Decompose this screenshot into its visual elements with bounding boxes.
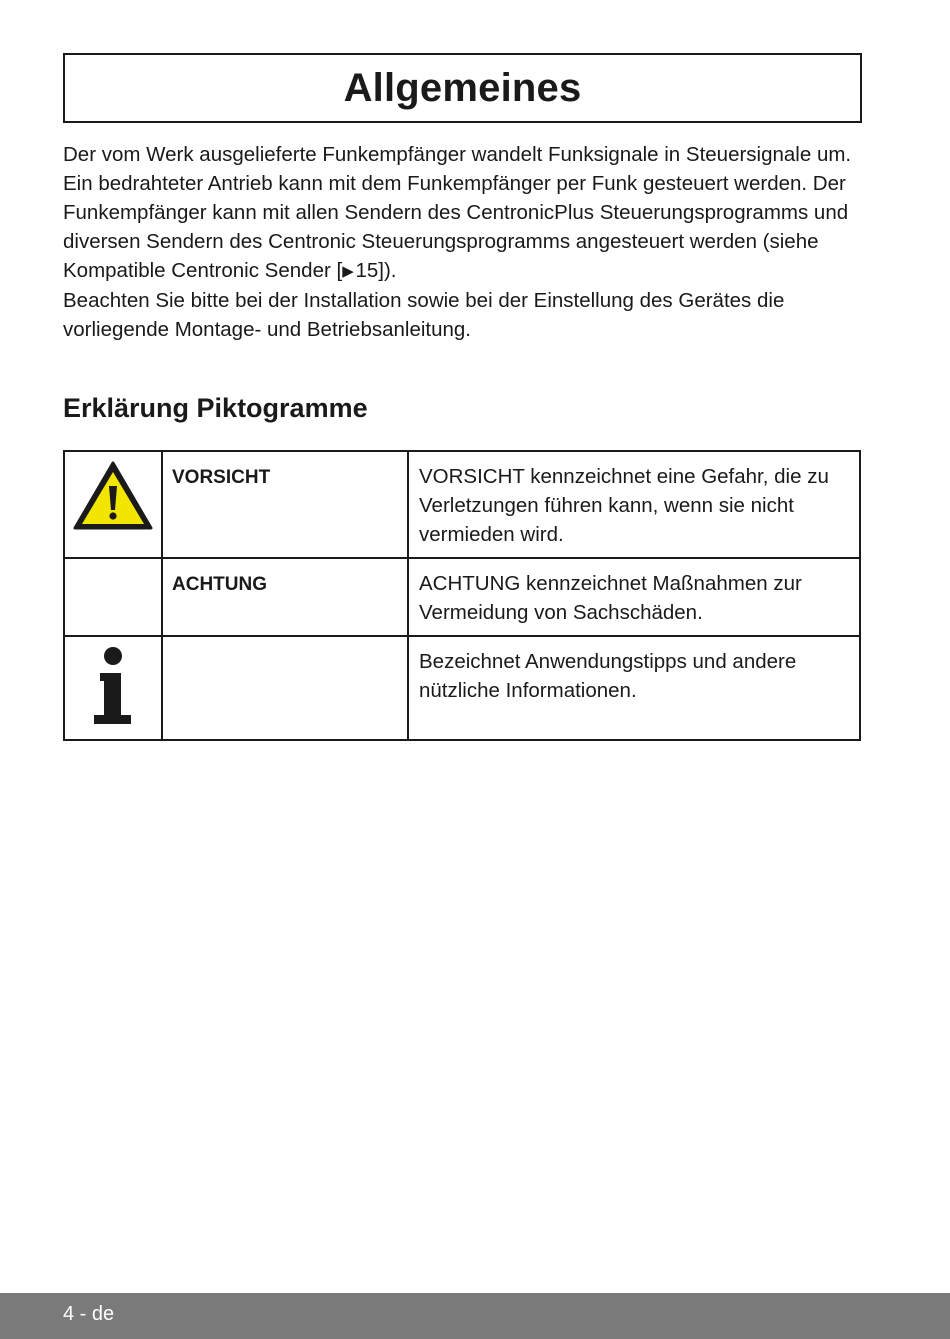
info-icon bbox=[91, 647, 135, 727]
icon-cell bbox=[64, 451, 162, 558]
table-row bbox=[64, 636, 860, 740]
pictogram-description: VORSICHT kennzeichnet eine Gefahr, die zu Verletzungen führen kann, wenn sie nicht vermieden wird. bbox=[408, 451, 860, 558]
page-footer bbox=[0, 1293, 950, 1339]
icon-cell bbox=[64, 636, 162, 740]
table-row bbox=[64, 451, 860, 558]
icon-cell bbox=[64, 558, 162, 636]
table-row bbox=[64, 558, 860, 636]
pictogram-description: Bezeichnet Anwendungstipps und andere nützliche Informationen. bbox=[408, 636, 860, 740]
intro-paragraph-2: Beachten Sie bitte bei der Installation sowie bei der Einstellung des Gerätes die vorliegende Montage- und Betriebsanleitung. bbox=[63, 289, 785, 341]
warning-triangle-icon bbox=[72, 460, 154, 532]
section-title: Erklärung Piktogramme bbox=[63, 393, 368, 423]
pictogram-label bbox=[162, 636, 408, 740]
intro-text bbox=[63, 140, 853, 344]
intro-paragraph-1: Der vom Werk ausgelieferte Funkempfänger wandelt Funksignale in Steuersignale um. Ein bedrahteter Antrieb kann mit dem Funkempfänger per Funk gesteuert werden. Der Funkempfänger kann mit allen Sendern des CentronicPlus Steuerungsprogramms und diversen Sendern des Centronic Steuerungsprogramms angesteuert werden (siehe Kompatible Centronic Sender [▶ 15]). bbox=[63, 143, 852, 282]
page-title: Allgemeines bbox=[343, 65, 582, 110]
page-reference-link[interactable]: 15 bbox=[355, 259, 379, 282]
pictogram-table bbox=[63, 450, 861, 741]
pictogram-label: VORSICHT bbox=[162, 451, 408, 558]
page-title-box bbox=[63, 53, 862, 123]
page-reference-arrow-icon: ▶ bbox=[342, 263, 354, 280]
pictogram-description: ACHTUNG kennzeichnet Maßnahmen zur Vermeidung von Sachschäden. bbox=[408, 558, 860, 636]
pictogram-label: ACHTUNG bbox=[162, 558, 408, 636]
page-number: 4 - de bbox=[63, 1303, 115, 1325]
